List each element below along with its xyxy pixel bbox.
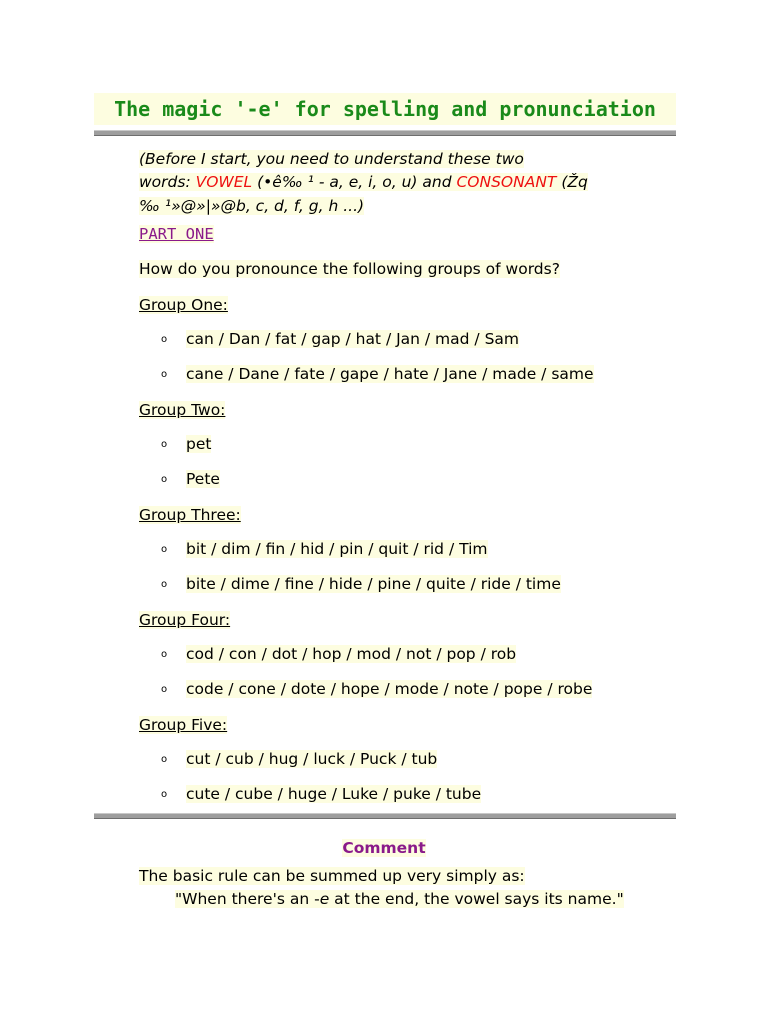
question-line bbox=[139, 258, 560, 280]
group-heading-text: Group Four: bbox=[139, 611, 231, 629]
intro-text-1: (Before I start, you need to understand these two bbox=[139, 150, 524, 168]
circle-bullet-icon: o bbox=[161, 543, 168, 555]
list-item-text: Pete bbox=[186, 470, 220, 488]
group-heading bbox=[139, 399, 225, 421]
comment-heading-text: Comment bbox=[342, 839, 426, 857]
list-item bbox=[161, 328, 519, 351]
rule-statement bbox=[139, 865, 525, 887]
group-heading-text: Group Five: bbox=[139, 716, 228, 734]
list-item bbox=[161, 468, 220, 491]
list-item bbox=[161, 748, 437, 771]
quote-prefix: "When there's an - bbox=[175, 890, 320, 908]
horizontal-rule-top bbox=[94, 130, 676, 136]
list-item-text: cane / Dane / fate / gape / hate / Jane / made / same bbox=[186, 365, 594, 383]
intro-text-3: ‰ ¹»@»|»@b, c, d, f, g, h ...) bbox=[139, 197, 365, 215]
circle-bullet-icon: o bbox=[161, 438, 168, 450]
comment-heading bbox=[0, 837, 768, 859]
circle-bullet-icon: o bbox=[161, 368, 168, 380]
group-heading bbox=[139, 504, 241, 526]
list-item bbox=[161, 573, 561, 596]
group-heading bbox=[139, 714, 227, 736]
circle-bullet-icon: o bbox=[161, 753, 168, 765]
intro-line-3 bbox=[139, 195, 364, 217]
intro-line-2-text bbox=[139, 173, 588, 191]
question-text: How do you pronounce the following groups of words? bbox=[139, 260, 560, 278]
circle-bullet-icon: o bbox=[161, 333, 168, 345]
list-item bbox=[161, 433, 211, 456]
circle-bullet-icon: o bbox=[161, 473, 168, 485]
list-item-text: pet bbox=[186, 435, 212, 453]
list-item-text: cod / con / dot / hop / mod / not / pop / rob bbox=[186, 645, 517, 663]
group-heading bbox=[139, 609, 230, 631]
quote-italic-e: e bbox=[319, 890, 330, 908]
intro-line-1 bbox=[139, 148, 524, 170]
rule-quote-text bbox=[175, 890, 624, 908]
part-one-heading bbox=[139, 223, 214, 245]
intro-line-2 bbox=[139, 171, 588, 193]
page-title: The magic '-e' for spelling and pronunciation bbox=[114, 97, 656, 121]
consonant-term: CONSONANT bbox=[456, 173, 557, 191]
rule-statement-text: The basic rule can be summed up very simply as: bbox=[139, 867, 525, 885]
circle-bullet-icon: o bbox=[161, 648, 168, 660]
list-item bbox=[161, 783, 481, 806]
list-item-text: bite / dime / fine / hide / pine / quite / ride / time bbox=[186, 575, 561, 593]
group-heading bbox=[139, 294, 228, 316]
vowel-definition: (•ê‰ ¹ - a, e, i, o, u) and bbox=[252, 173, 457, 191]
group-heading-text: Group Two: bbox=[139, 401, 226, 419]
circle-bullet-icon: o bbox=[161, 578, 168, 590]
circle-bullet-icon: o bbox=[161, 683, 168, 695]
intro-words-prefix: words: bbox=[139, 173, 196, 191]
rule-quote bbox=[175, 888, 624, 910]
list-item bbox=[161, 678, 592, 701]
list-item-text: bit / dim / fin / hid / pin / quit / rid / Tim bbox=[186, 540, 488, 558]
part-one-label: PART ONE bbox=[139, 225, 214, 243]
list-item bbox=[161, 538, 488, 561]
consonant-definition-start: (Žq bbox=[556, 173, 588, 191]
quote-suffix: at the end, the vowel says its name." bbox=[329, 890, 624, 908]
list-item-text: cut / cub / hug / luck / Puck / tub bbox=[186, 750, 438, 768]
list-item-text: cute / cube / huge / Luke / puke / tube bbox=[186, 785, 482, 803]
list-item-text: can / Dan / fat / gap / hat / Jan / mad / Sam bbox=[186, 330, 520, 348]
list-item bbox=[161, 643, 516, 666]
list-item bbox=[161, 363, 594, 386]
horizontal-rule-middle bbox=[94, 813, 676, 819]
group-heading-text: Group One: bbox=[139, 296, 228, 314]
vowel-term: VOWEL bbox=[195, 173, 253, 191]
group-heading-text: Group Three: bbox=[139, 506, 241, 524]
list-item-text: code / cone / dote / hope / mode / note / pope / robe bbox=[186, 680, 593, 698]
circle-bullet-icon: o bbox=[161, 788, 168, 800]
